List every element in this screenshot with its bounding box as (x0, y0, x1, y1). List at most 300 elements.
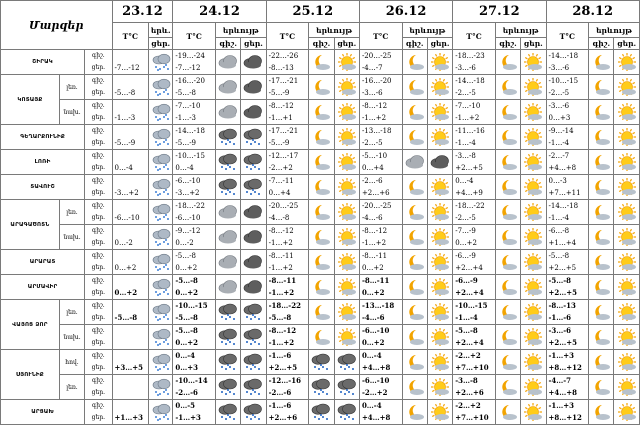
subregion-label: նախ. (59, 325, 84, 350)
day-label: ցեր. (91, 214, 106, 221)
temperature-day: 0…+2 (361, 264, 384, 272)
table-row (1, 250, 640, 275)
cloud-icon (216, 103, 240, 121)
weather-icon-cell-night (309, 400, 334, 425)
sun-icon (335, 328, 359, 346)
temperature-cell (173, 300, 216, 325)
temperature-night: -7…-9 (455, 227, 476, 235)
temperature-night: -6…-10 (361, 326, 390, 335)
weather-icon-cell-night (215, 325, 240, 350)
weather-icon-cell-night (495, 350, 520, 375)
temperature-cell (112, 175, 149, 200)
region-name: ՎԱՅՈՑ ՁՈՐ (1, 300, 60, 350)
temp-header: T°C (112, 23, 149, 50)
weather-icon-cell-day (521, 100, 546, 125)
temperature-day: +3…+5 (114, 363, 144, 372)
sun-icon (428, 78, 452, 96)
sun-icon (428, 303, 452, 321)
temperature-night: -17…-21 (268, 127, 299, 135)
moon-icon (589, 328, 613, 346)
temperature-night: -8…-11 (361, 252, 388, 260)
temperature-night: -19…-24 (175, 52, 205, 60)
weather-icon-cell-day (427, 200, 452, 225)
weather-icon-cell (149, 250, 173, 275)
temperature-day: -1…+2 (268, 239, 293, 247)
temperature-day: +2…+5 (548, 288, 577, 297)
weather-icon-cell-day (521, 225, 546, 250)
temperature-cell (546, 250, 589, 275)
weather-icon-cell-day (614, 150, 640, 175)
temperature-night: -16…-20 (175, 77, 205, 85)
weather-icon-cell-night (589, 200, 614, 225)
temperature-day: -1…-6 (548, 313, 572, 322)
temperature-night: 0…-3 (548, 177, 567, 185)
temperature-cell (112, 100, 149, 125)
cloud-icon (241, 78, 265, 96)
weather-icon-cell-day (241, 300, 266, 325)
weather-icon-cell-day (334, 175, 359, 200)
temperature-day: -5…-8 (114, 89, 136, 97)
weather-icon-cell-night (215, 200, 240, 225)
moon-icon (309, 103, 333, 121)
weather-icon-cell-night (495, 375, 520, 400)
subregion-label: լեռ. (59, 200, 84, 225)
weather-icon-cell-day (427, 100, 452, 125)
weather-icon-cell-day (521, 300, 546, 325)
snow-cloud-icon (216, 128, 240, 147)
weather-header: երևույթ (402, 23, 453, 38)
cloud-icon (216, 53, 240, 71)
weather-icon-cell-night (495, 75, 520, 100)
day-night-labels (85, 200, 112, 225)
temperature-night: -20…-25 (361, 202, 392, 210)
sun-icon (521, 203, 545, 221)
temperature-day: +2…+4 (455, 288, 484, 297)
temperature-night: 0…-4 (361, 351, 382, 360)
weather-icon-cell-night (495, 150, 520, 175)
moon-icon (589, 378, 613, 396)
day-night-labels (85, 400, 112, 425)
weather-icon-cell-night (402, 375, 427, 400)
weather-icon-cell-day (614, 400, 640, 425)
temperature-night: -6…-9 (455, 276, 478, 285)
weather-icon-cell-night (589, 300, 614, 325)
night-label: գիշ. (92, 277, 105, 284)
temperature-cell (112, 125, 149, 150)
temperature-day: +2…+6 (361, 189, 390, 197)
subregion-label: նախ. (59, 225, 84, 250)
weather-icon-cell-night (402, 100, 427, 125)
weather-icon-cell-day (614, 225, 640, 250)
cloud-icon (241, 103, 265, 121)
temp-header: T°C (453, 23, 496, 50)
night-header: գիշ. (402, 38, 427, 50)
sun-icon (428, 203, 452, 221)
weather-icon-cell-day (334, 350, 359, 375)
temperature-cell (173, 350, 216, 375)
temperature-night: -5…-8 (455, 326, 478, 335)
temperature-day: -3…-6 (361, 89, 383, 97)
weather-icon-cell-night (309, 100, 334, 125)
date-header: 26.12 (359, 1, 452, 23)
sun-icon (614, 153, 639, 171)
day-header: ցեր. (149, 38, 173, 50)
weather-icon-cell-day (334, 400, 359, 425)
weather-icon-cell-night (215, 350, 240, 375)
weather-icon-cell-day (241, 50, 266, 75)
temperature-cell (112, 400, 149, 425)
weather-icon-cell-day (241, 225, 266, 250)
weather-icon-cell-day (427, 300, 452, 325)
table-row (1, 175, 640, 200)
temperature-night: 0…-5 (175, 401, 196, 410)
region-name: ՏԱՎՈՒՇ (1, 175, 85, 200)
weather-icon-cell-night (589, 100, 614, 125)
day-label: ցեր. (91, 239, 106, 246)
moon-icon (589, 153, 613, 171)
moon-icon (589, 253, 613, 271)
moon-icon (403, 353, 427, 371)
temperature-day: +4…+8 (361, 363, 391, 372)
weather-icon-cell-night (589, 400, 614, 425)
temperature-cell (546, 150, 589, 175)
sun-icon (614, 278, 639, 296)
temp-header: T°C (266, 23, 309, 50)
weather-icon-cell (149, 150, 173, 175)
temperature-day: 0…+2 (175, 338, 198, 347)
weather-icon-cell-day (334, 200, 359, 225)
moon-icon (403, 178, 427, 196)
temperature-day: -1…+2 (268, 338, 295, 347)
temperature-night: -8…-12 (268, 326, 297, 335)
date-header: 23.12 (112, 1, 173, 23)
weather-icon-cell-day (614, 300, 640, 325)
temperature-day: +2…+5 (268, 363, 298, 372)
temperature-day: -3…-6 (548, 64, 570, 72)
temperature-day: +8…+12 (548, 363, 582, 372)
weather-icon-cell-night (589, 275, 614, 300)
weather-icon-cell-night (215, 75, 240, 100)
weather-icon-cell-day (521, 200, 546, 225)
temperature-cell (546, 375, 589, 400)
weather-icon-cell-day (521, 50, 546, 75)
weather-icon-cell (149, 75, 173, 100)
sun-icon (614, 303, 639, 321)
weather-icon-cell-night (495, 125, 520, 150)
weather-icon-cell-day (521, 75, 546, 100)
region-name: ԱՐՄԱՎԻՐ (1, 275, 85, 300)
subregion-label: հով. (59, 350, 84, 375)
temperature-night: 0…-4 (455, 177, 474, 185)
moon-icon (403, 403, 427, 421)
snow-icon (149, 178, 172, 197)
weather-icon-cell-day (614, 275, 640, 300)
sun-icon (335, 253, 359, 271)
temperature-day: -3…+2 (175, 189, 200, 197)
temperature-night: -2…-7 (548, 152, 570, 160)
sun-icon (335, 203, 359, 221)
sun-icon (428, 253, 452, 271)
weather-icon-cell-night (215, 175, 240, 200)
temp-header: T°C (359, 23, 402, 50)
weather-icon-cell-night (402, 175, 427, 200)
snow-cloud-icon (216, 178, 240, 197)
temperature-night: -20…-25 (268, 202, 299, 210)
table-row (1, 350, 640, 375)
table-row (1, 50, 640, 75)
weather-icon-cell-night (215, 300, 240, 325)
temperature-day: +1…+4 (548, 239, 577, 247)
temperature-cell (173, 100, 216, 125)
weather-icon-cell-night (215, 150, 240, 175)
weather-icon-cell-night (309, 125, 334, 150)
weather-icon-cell-night (402, 75, 427, 100)
weather-icon-cell-night (309, 150, 334, 175)
weather-icon-cell (149, 50, 173, 75)
temperature-cell (453, 275, 496, 300)
weather-icon-cell-day (427, 225, 452, 250)
weather-icon-cell-day (334, 125, 359, 150)
moon-icon (309, 253, 333, 271)
temperature-night: -5…-8 (548, 276, 572, 285)
weather-icon-cell-night (495, 225, 520, 250)
weather-icon-cell-day (521, 275, 546, 300)
weather-icon-cell-night (215, 275, 240, 300)
weather-icon-cell-night (402, 325, 427, 350)
weather-icon-cell (149, 300, 173, 325)
night-label: գիշ. (92, 252, 105, 259)
temperature-cell (546, 325, 589, 350)
temperature-cell (453, 75, 496, 100)
weather-icon-cell-night (589, 225, 614, 250)
day-header: ցեր. (427, 38, 452, 50)
sun-icon (614, 228, 639, 246)
weather-icon-cell-day (614, 50, 640, 75)
region-name: ԳԵՂԱՐՔՈՒՆԻՔ (1, 125, 85, 150)
table-row (1, 400, 640, 425)
weather-icon-cell-night (589, 175, 614, 200)
date-header: 28.12 (546, 1, 640, 23)
temperature-cell (266, 375, 309, 400)
moon-icon (309, 203, 333, 221)
moon-icon (496, 253, 520, 271)
temperature-day: +4…+8 (548, 388, 577, 397)
temperature-cell (266, 225, 309, 250)
cloud-icon (403, 153, 427, 171)
snow-icon (149, 53, 172, 72)
region-name: ՇԻՐԱԿ (1, 50, 85, 75)
moon-icon (589, 278, 613, 296)
weather-icon-cell (149, 100, 173, 125)
weather-icon-cell-day (241, 400, 266, 425)
temperature-night: -10…-15 (175, 152, 205, 160)
moon-icon (403, 103, 427, 121)
moon-icon (589, 128, 613, 146)
temperature-night: -8…-11 (268, 276, 297, 285)
weather-icon-cell-day (241, 150, 266, 175)
cloud-icon (241, 228, 265, 246)
sun-icon (614, 78, 639, 96)
weather-icon-cell-day (427, 275, 452, 300)
temperature-cell (266, 125, 309, 150)
sun-icon (428, 403, 452, 421)
temperature-day: -4…-6 (361, 214, 383, 222)
snow-cloud-icon (309, 353, 333, 372)
temperature-night: -14…-18 (455, 77, 485, 85)
temperature-night: -3…-6 (548, 102, 570, 110)
temperature-night: -7…-11 (268, 177, 294, 185)
weather-icon-cell-night (495, 400, 520, 425)
temperature-cell (453, 375, 496, 400)
snow-cloud-icon (241, 303, 265, 322)
snow-cloud-icon (335, 353, 359, 372)
temperature-day: -5…-8 (114, 313, 138, 322)
snow-cloud-icon (216, 378, 240, 397)
temperature-cell (266, 300, 309, 325)
temperature-cell (112, 275, 149, 300)
moon-icon (403, 203, 427, 221)
snow-icon (149, 378, 172, 397)
weather-icon-cell-day (614, 125, 640, 150)
weather-icon-cell-night (589, 325, 614, 350)
temperature-cell (112, 150, 149, 175)
temperature-night: -11…-16 (455, 127, 485, 135)
table-row (1, 125, 640, 150)
weather-header: երև. (149, 23, 173, 38)
temperature-night: -10…-14 (175, 376, 208, 385)
night-header: գիշ. (309, 38, 334, 50)
weather-icon-cell (149, 400, 173, 425)
sun-icon (614, 128, 639, 146)
sun-icon (521, 353, 545, 371)
moon-icon (589, 53, 613, 71)
temperature-cell (173, 325, 216, 350)
temperature-day: -1…+2 (361, 239, 387, 247)
night-label: գիշ. (92, 152, 105, 159)
night-header: գիշ. (589, 38, 614, 50)
temp-header: T°C (173, 23, 216, 50)
temperature-day: +1…+3 (114, 413, 144, 422)
temperature-night: -14…-18 (548, 52, 579, 60)
sun-icon (335, 53, 359, 71)
temperature-cell (359, 50, 402, 75)
region-name: ԼՈՌԻ (1, 150, 85, 175)
day-header: ցեր. (614, 38, 640, 50)
weather-icon-cell-day (241, 350, 266, 375)
temperature-night: -7…-10 (455, 102, 481, 110)
snow-icon (149, 103, 172, 122)
moon-icon (309, 228, 333, 246)
weather-icon-cell-day (427, 325, 452, 350)
temperature-day: -4…-7 (361, 64, 383, 72)
weather-icon-cell-day (241, 325, 266, 350)
sun-icon (521, 253, 545, 271)
temperature-cell (546, 125, 589, 150)
weather-icon-cell-night (402, 275, 427, 300)
temperature-day: 0…+4 (361, 164, 384, 172)
moon-icon (403, 328, 427, 346)
sun-icon (428, 353, 452, 371)
temperature-night: -2…-6 (361, 177, 383, 185)
table-row (1, 200, 640, 225)
temperature-night: -14…-18 (175, 127, 205, 135)
weather-icon-cell-night (309, 175, 334, 200)
temperature-cell (359, 275, 402, 300)
temperature-day: +7…+10 (455, 363, 489, 372)
cloud-icon (216, 78, 240, 96)
table-row (1, 75, 640, 100)
night-label: գիշ. (92, 352, 105, 359)
day-label: ցեր. (91, 89, 106, 96)
table-row (1, 100, 640, 125)
temperature-night: -1…-6 (268, 351, 292, 360)
sun-icon (521, 303, 545, 321)
day-label: ցեր. (91, 189, 106, 196)
temperature-day: -1…-4 (455, 139, 476, 147)
date-header: 25.12 (266, 1, 359, 23)
temperature-night: -8…-12 (361, 102, 388, 110)
snow-icon (149, 353, 172, 372)
temperature-day: +4…+9 (455, 189, 483, 197)
subregion-label: լեռ. (59, 375, 84, 400)
temperature-day: 0…+3 (548, 114, 571, 122)
sun-icon (614, 403, 639, 421)
weather-icon-cell-day (334, 225, 359, 250)
weather-icon-cell-day (241, 275, 266, 300)
temperature-day: -8…-13 (268, 64, 294, 72)
temperature-day: -2…+2 (361, 388, 388, 397)
snow-cloud-icon (241, 178, 265, 197)
temperature-night: -5…-10 (361, 152, 388, 160)
cloud-icon (241, 203, 265, 221)
weather-icon-cell-day (521, 125, 546, 150)
temperature-day: +2…+6 (268, 413, 298, 422)
weather-icon-cell-night (309, 75, 334, 100)
moon-icon (496, 378, 520, 396)
temperature-cell (546, 225, 589, 250)
temperature-night: -8…-12 (268, 227, 294, 235)
temperature-night: -9…-14 (548, 127, 574, 135)
temperature-cell (453, 225, 496, 250)
snow-cloud-icon (241, 403, 265, 422)
temperature-night: -3…-8 (455, 376, 478, 385)
cloud-icon (428, 153, 452, 171)
night-label: գիշ. (92, 202, 105, 209)
temperature-night: -10…-15 (175, 301, 208, 310)
moon-icon (496, 178, 520, 196)
temperature-cell (173, 125, 216, 150)
temperature-cell (173, 275, 216, 300)
snow-cloud-icon (241, 328, 265, 347)
day-night-labels (85, 75, 112, 100)
temperature-cell (546, 400, 589, 425)
temperature-day: 0…-2 (114, 239, 133, 247)
weather-icon-cell-day (427, 400, 452, 425)
moon-icon (403, 128, 427, 146)
weather-icon-cell-night (215, 225, 240, 250)
day-label: ցեր. (91, 314, 106, 321)
snow-cloud-icon (335, 378, 359, 397)
temperature-cell (359, 175, 402, 200)
temperature-night: -8…-11 (361, 276, 390, 285)
temperature-day: +2…+5 (455, 164, 483, 172)
day-label: ցեր. (91, 139, 106, 146)
sun-icon (428, 178, 452, 196)
temperature-cell (266, 100, 309, 125)
night-label: գիշ. (92, 177, 105, 184)
temperature-cell (453, 125, 496, 150)
sun-icon (428, 378, 452, 396)
